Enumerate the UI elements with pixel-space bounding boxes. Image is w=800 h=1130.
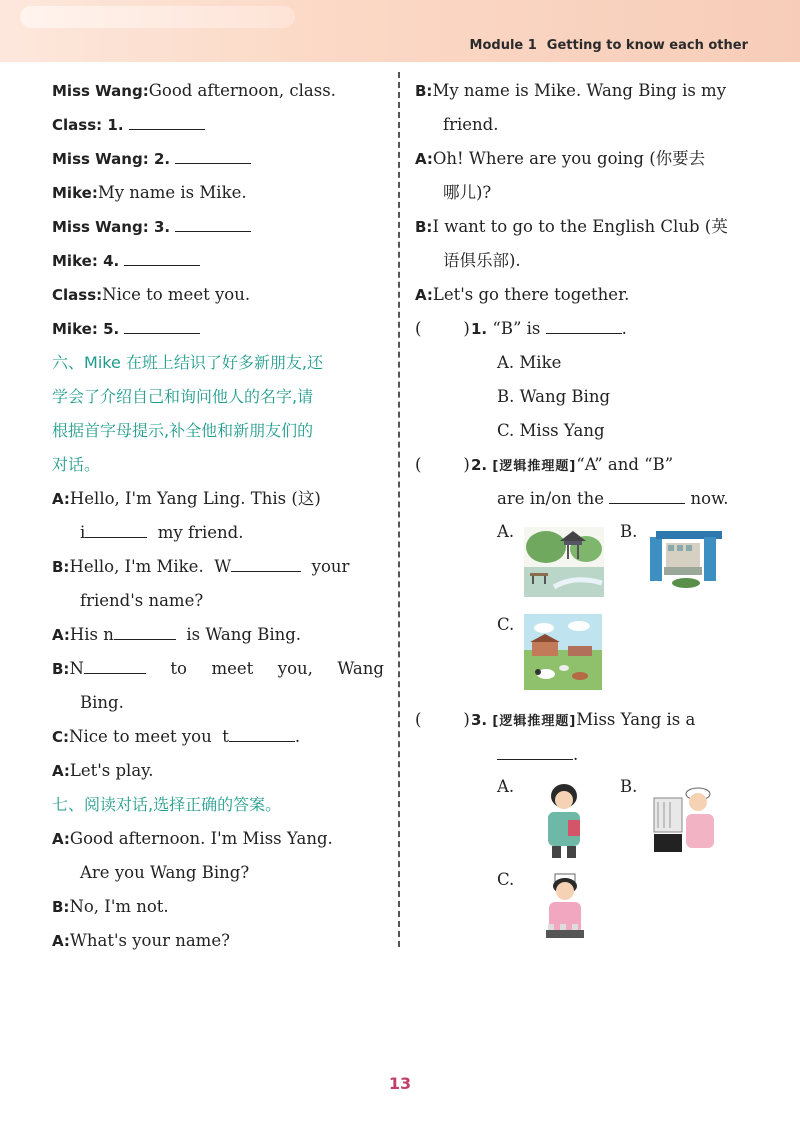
dialogue-line: A:What's your name?: [52, 931, 230, 950]
q2-option-a-label: A.: [497, 522, 515, 541]
dialogue-line: Are you Wang Bing?: [80, 863, 250, 882]
q3-option-a-label: A.: [497, 777, 515, 796]
question-1: ( )1. “B” is .: [415, 312, 750, 346]
question-3-line-2: .: [497, 738, 578, 772]
dialogue-line: 哪儿)?: [443, 183, 492, 202]
teacher-picture[interactable]: [538, 782, 590, 862]
dialogue-line: Miss Wang: 3.: [52, 210, 384, 244]
dialogue-line: B:Hello, I'm Mike. W your: [52, 557, 350, 576]
dialogue-line: C:Nice to meet you t .: [52, 727, 301, 746]
answer-blank[interactable]: [124, 317, 200, 334]
dialogue-line: Class:Nice to meet you.: [52, 285, 251, 304]
dialogue-line: A:Let's play.: [52, 761, 154, 780]
question-3: ( )3. [逻辑推理题]Miss Yang is a: [415, 703, 755, 737]
dialogue-line: A:Hello, I'm Yang Ling. This (这): [52, 489, 321, 508]
section-7-heading: 七、阅读对话,选择正确的答案。: [52, 795, 282, 814]
q3-option-c-label: C.: [497, 870, 515, 889]
answer-blank[interactable]: [85, 521, 147, 538]
nurse-picture[interactable]: [540, 872, 590, 950]
answer-blank[interactable]: [497, 743, 573, 760]
module-label: Module 1: [469, 38, 537, 53]
section-6-heading-line: 对话。: [52, 455, 101, 474]
dialogue-line: Miss Wang:Good afternoon, class.: [52, 81, 336, 100]
answer-blank[interactable]: [129, 113, 205, 130]
answer-parentheses[interactable]: ( ): [415, 455, 470, 474]
park-picture[interactable]: [524, 527, 604, 601]
option-c: C. Miss Yang: [497, 421, 605, 440]
dialogue-line: Mike: 5.: [52, 312, 384, 346]
option-a: A. Mike: [497, 353, 562, 372]
nurse-with-file-picture[interactable]: [650, 782, 718, 860]
logic-reasoning-tag: [逻辑推理题]: [492, 459, 577, 474]
page-number: 13: [388, 1074, 412, 1093]
dialogue-line: Mike: 4.: [52, 244, 384, 278]
answer-blank[interactable]: [124, 249, 200, 266]
dialogue-line: Bing.: [80, 693, 124, 712]
q3-option-b-label: B.: [620, 777, 638, 796]
answer-parentheses[interactable]: ( ): [415, 319, 470, 338]
dialogue-line: friend's name?: [80, 591, 204, 610]
option-b: B. Wang Bing: [497, 387, 611, 406]
dialogue-line: A:Good afternoon. I'm Miss Yang.: [52, 829, 333, 848]
answer-blank[interactable]: [231, 555, 301, 572]
running-header: [470, 38, 748, 53]
answer-blank[interactable]: [175, 147, 251, 164]
dialogue-line: Miss Wang: 2.: [52, 142, 384, 176]
section-6-heading: 六、Mike 在班上结识了好多新朋友,还: [52, 353, 323, 372]
school-gate-picture[interactable]: [646, 527, 726, 593]
dialogue-line: B:No, I'm not.: [52, 897, 169, 916]
answer-blank[interactable]: [175, 215, 251, 232]
dialogue-line: Class: 1.: [52, 108, 384, 142]
header-band: [0, 0, 800, 62]
answer-blank[interactable]: [84, 657, 146, 674]
right-column: [415, 74, 750, 516]
logic-reasoning-tag: [逻辑推理题]: [492, 714, 577, 729]
header-decoration: [20, 6, 295, 28]
dialogue-line: B:N to meet you, Wang: [52, 659, 384, 678]
dialogue-line: A:Let's go there together.: [415, 285, 630, 304]
dialogue-line: A:Oh! Where are you going (你要去: [415, 149, 706, 168]
answer-blank[interactable]: [546, 317, 622, 334]
dialogue-line: friend.: [443, 115, 499, 134]
column-divider: [398, 72, 400, 947]
q2-option-c-label: C.: [497, 615, 515, 634]
q2-option-b-label: B.: [620, 522, 638, 541]
section-6-heading-line: 根据首字母提示,补全他和新朋友们的: [52, 421, 314, 440]
left-column: [52, 74, 384, 958]
dialogue-line: A:His n is Wang Bing.: [52, 625, 302, 644]
answer-blank[interactable]: [114, 623, 176, 640]
question-2-line-2: are in/on the now.: [497, 489, 729, 508]
answer-blank[interactable]: [609, 487, 685, 504]
dialogue-line: B:My name is Mike. Wang Bing is my: [415, 81, 727, 100]
section-6-heading-line: 学会了介绍自己和询问他人的名字,请: [52, 387, 314, 406]
dialogue-line: 语俱乐部).: [443, 251, 521, 270]
answer-parentheses[interactable]: ( ): [415, 710, 470, 729]
dialogue-line: Mike:My name is Mike.: [52, 183, 247, 202]
answer-blank[interactable]: [229, 725, 295, 742]
farm-picture[interactable]: [524, 614, 602, 694]
dialogue-line: B:I want to go to the English Club (英: [415, 217, 728, 236]
dialogue-line: i my friend.: [80, 523, 244, 542]
question-2: ( )2. [逻辑推理题]“A” and “B”: [415, 448, 750, 482]
module-title: Getting to know each other: [546, 38, 748, 53]
